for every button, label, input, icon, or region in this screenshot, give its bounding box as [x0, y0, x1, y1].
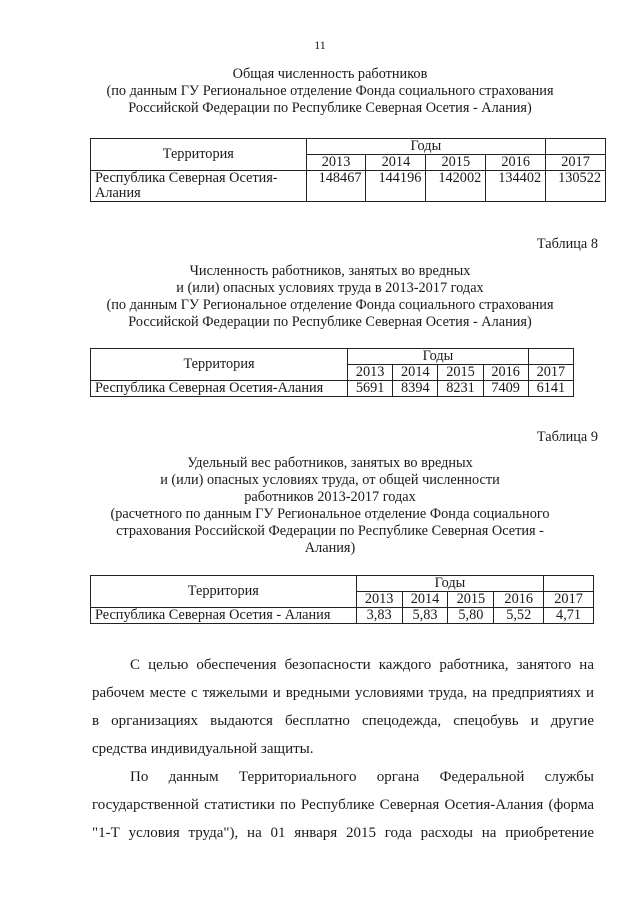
table-row — [91, 381, 574, 397]
year-2014: 2014 — [402, 592, 448, 608]
title-line: (по данным ГУ Региональное отделение Фонда социального страхования — [106, 83, 554, 99]
paragraph-line: "1-Т условия труда"), на 01 января 2015 года расходы на приобретение — [92, 825, 594, 841]
table9 — [90, 575, 594, 624]
value-cell: 148467 — [306, 171, 366, 202]
year-2013: 2013 — [356, 592, 402, 608]
title-line: работников 2013-2017 годах — [244, 489, 416, 505]
value-cell: 8231 — [438, 381, 483, 397]
year-2017: 2017 — [528, 365, 573, 381]
table-row — [91, 171, 606, 202]
table8 — [90, 348, 574, 397]
year-2015: 2015 — [426, 155, 486, 171]
value-cell: 5,83 — [402, 608, 448, 624]
header-territory: Территория — [91, 349, 348, 381]
title-line: Общая численность работников — [232, 66, 428, 82]
title-line: страхования Российской Федерации по Республике Северная Осетия - — [116, 523, 544, 539]
year-2016: 2016 — [483, 365, 528, 381]
table-row — [91, 608, 594, 624]
value-cell: 3,83 — [356, 608, 402, 624]
paragraph-line: рабочем месте с тяжелыми и вредными условиями труда, на предприятиях и — [92, 685, 594, 701]
paragraph-line: государственной статистики по Республике Северная Осетия-Алания (форма — [92, 797, 594, 813]
table9-title — [60, 455, 600, 557]
table8-label: Таблица 8 — [536, 236, 598, 252]
value-cell: 5,80 — [448, 608, 494, 624]
paragraph-line: в организациях выдаются бесплатно спецодежда, спецобувь и другие — [92, 713, 594, 729]
year-2014: 2014 — [393, 365, 438, 381]
paragraph-1 — [92, 651, 594, 763]
region-cell: Республика Северная Осетия- Алания — [91, 171, 307, 202]
region-cell: Республика Северная Осетия - Алания — [91, 608, 357, 624]
title-line: Российской Федерации по Республике Северная Осетия - Алания) — [128, 100, 532, 116]
year-2015: 2015 — [438, 365, 483, 381]
table7-title — [60, 66, 600, 117]
year-2015: 2015 — [448, 592, 494, 608]
header-years: Годы — [348, 349, 529, 365]
value-cell: 130522 — [546, 171, 606, 202]
table7 — [90, 138, 606, 202]
year-2016: 2016 — [486, 155, 546, 171]
paragraph-line: По данным Территориального органа Федеральной службы — [130, 769, 594, 785]
title-line: Российской Федерации по Республике Северная Осетия - Алания) — [128, 314, 532, 330]
paragraph-2 — [92, 763, 594, 847]
header-years: Годы — [356, 576, 543, 592]
value-cell: 8394 — [393, 381, 438, 397]
year-2017: 2017 — [544, 592, 594, 608]
title-line: Алания) — [304, 540, 356, 556]
region-cell: Республика Северная Осетия-Алания — [91, 381, 348, 397]
page-number: 11 — [314, 38, 326, 52]
paragraph-line: средства индивидуальной защиты. — [92, 741, 314, 757]
year-2016: 2016 — [494, 592, 544, 608]
title-line: Численность работников, занятых во вредных — [189, 263, 471, 279]
value-cell: 5691 — [348, 381, 393, 397]
table8-title — [60, 263, 600, 331]
value-cell: 6141 — [528, 381, 573, 397]
value-cell: 144196 — [366, 171, 426, 202]
value-cell: 134402 — [486, 171, 546, 202]
value-cell: 5,52 — [494, 608, 544, 624]
title-line: (расчетного по данным ГУ Региональное отделение Фонда социального — [110, 506, 550, 522]
year-2017: 2017 — [546, 155, 606, 171]
value-cell: 7409 — [483, 381, 528, 397]
value-cell: 142002 — [426, 171, 486, 202]
title-line: (по данным ГУ Региональное отделение Фонда социального страхования — [106, 297, 554, 313]
title-line: и (или) опасных условиях труда в 2013-2017 годах — [176, 280, 484, 296]
year-2013: 2013 — [306, 155, 366, 171]
title-line: и (или) опасных условиях труда, от общей численности — [160, 472, 500, 488]
table9-label: Таблица 9 — [536, 429, 598, 445]
header-years: Годы — [306, 139, 546, 155]
year-2013: 2013 — [348, 365, 393, 381]
header-territory: Территория — [91, 139, 307, 171]
year-2014: 2014 — [366, 155, 426, 171]
title-line: Удельный вес работников, занятых во вредных — [187, 455, 473, 471]
value-cell: 4,71 — [544, 608, 594, 624]
header-territory: Территория — [91, 576, 357, 608]
paragraph-line: С целью обеспечения безопасности каждого работника, занятого на — [130, 657, 594, 673]
